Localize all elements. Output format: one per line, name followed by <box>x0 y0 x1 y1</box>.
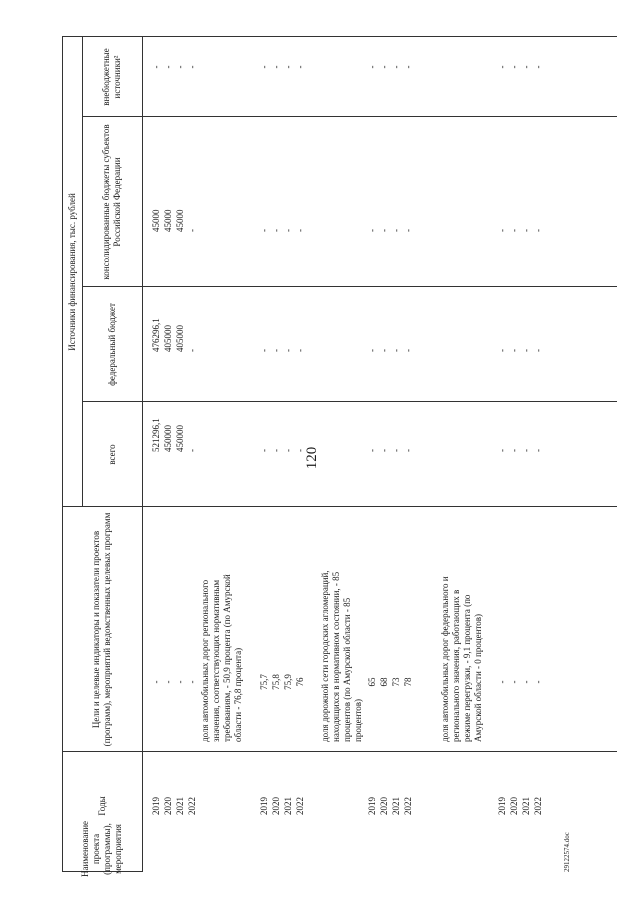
table-row <box>162 36 174 872</box>
extra-cell: - <box>283 65 293 69</box>
year-cell: 2021 <box>521 797 531 815</box>
total-cell: - <box>367 449 377 452</box>
total-cell: - <box>533 449 543 452</box>
total-cell: - <box>497 449 507 452</box>
target-cell: - <box>521 680 531 684</box>
indicator-road-compliance: доля автомобильных дорог регионального значения, соответствующих нормативным требованиям, - 50,9 процента (по Амурской области - 76,8 процента) <box>200 574 243 742</box>
header-years: Годы <box>96 796 107 816</box>
federal-cell: 476296,1 <box>151 318 161 352</box>
total-cell: - <box>259 449 269 452</box>
year-cell: 2020 <box>163 797 173 815</box>
total-cell: - <box>391 449 401 452</box>
extra-cell: - <box>391 65 401 69</box>
indicator-overload: доля автомобильных дорог федерального и регионального значения, работающих в режиме перегрузки, - 9,1 процента (по Амурской области - 0 процентов) <box>440 576 483 742</box>
year-cell: 2019 <box>497 797 507 815</box>
extra-cell: - <box>497 65 507 69</box>
total-cell: 450000 <box>175 425 185 452</box>
target-cell: 65 <box>367 677 377 687</box>
target-cell: 75,7 <box>259 674 269 690</box>
consolidated-cell: 45000 <box>151 209 161 232</box>
federal-cell: 405000 <box>175 325 185 352</box>
federal-cell: 405000 <box>163 325 173 352</box>
total-cell: - <box>521 449 531 452</box>
consolidated-cell: - <box>259 229 269 232</box>
total-cell: - <box>379 449 389 452</box>
consolidated-cell: - <box>509 229 519 232</box>
table-row <box>496 36 508 872</box>
extra-cell: - <box>151 65 161 69</box>
federal-cell: - <box>403 349 413 352</box>
table-row <box>520 36 532 872</box>
consolidated-cell: - <box>187 229 197 232</box>
federal-cell: - <box>533 349 543 352</box>
table-row <box>294 36 306 872</box>
table-row <box>258 36 270 872</box>
page-number: 120 <box>304 446 320 470</box>
header-extrabudget: внебюджетные источники² <box>101 48 122 106</box>
header-consolidated: консолидированные бюджеты субъектов Российской Федерации <box>101 124 122 280</box>
total-cell: - <box>509 449 519 452</box>
year-cell: 2020 <box>509 797 519 815</box>
extra-cell: - <box>175 65 185 69</box>
year-cell: 2022 <box>403 797 413 815</box>
year-cell: 2022 <box>295 797 305 815</box>
header-total: всего <box>106 444 117 465</box>
federal-cell: - <box>497 349 507 352</box>
table-row <box>150 36 162 872</box>
table-row <box>270 36 282 872</box>
target-cell: - <box>175 680 185 684</box>
table-row <box>378 36 390 872</box>
extra-cell: - <box>187 65 197 69</box>
target-cell: 75,8 <box>271 674 281 690</box>
year-cell: 2019 <box>259 797 269 815</box>
header-federal: федеральный бюджет <box>106 303 117 386</box>
year-cell: 2021 <box>283 797 293 815</box>
target-cell: - <box>509 680 519 684</box>
consolidated-cell: - <box>497 229 507 232</box>
table-row <box>402 36 414 872</box>
extra-cell: - <box>521 65 531 69</box>
target-cell: - <box>151 680 161 684</box>
consolidated-cell: - <box>271 229 281 232</box>
total-cell: - <box>295 449 305 452</box>
table-row <box>508 36 520 872</box>
document-code: 29122574.doc <box>563 832 571 872</box>
year-cell: 2020 <box>271 797 281 815</box>
header-project-name: Наименование проекта (программы), мероприятия <box>80 820 123 878</box>
year-cell: 2021 <box>175 797 185 815</box>
extra-cell: - <box>367 65 377 69</box>
federal-cell: - <box>283 349 293 352</box>
extra-cell: - <box>533 65 543 69</box>
table-row <box>366 36 378 872</box>
year-cell: 2021 <box>391 797 401 815</box>
consolidated-cell: - <box>283 229 293 232</box>
extra-cell: - <box>163 65 173 69</box>
consolidated-cell: 45000 <box>163 209 173 232</box>
consolidated-cell: - <box>379 229 389 232</box>
table-row <box>282 36 294 872</box>
federal-cell: - <box>521 349 531 352</box>
total-cell: - <box>187 449 197 452</box>
target-cell: - <box>163 680 173 684</box>
consolidated-cell: - <box>367 229 377 232</box>
year-cell: 2022 <box>533 797 543 815</box>
federal-cell: - <box>379 349 389 352</box>
total-cell: 521296,1 <box>151 418 161 452</box>
year-cell: 2019 <box>367 797 377 815</box>
header-goals: Цели и целевые индикаторы и показатели проектов (программ), мероприятий ведомственных целевых программ <box>91 512 112 747</box>
consolidated-cell: - <box>521 229 531 232</box>
target-cell: - <box>187 680 197 684</box>
total-cell: - <box>403 449 413 452</box>
extra-cell: - <box>271 65 281 69</box>
federal-cell: - <box>509 349 519 352</box>
federal-cell: - <box>391 349 401 352</box>
extra-cell: - <box>509 65 519 69</box>
table-row <box>532 36 544 872</box>
federal-cell: - <box>367 349 377 352</box>
target-cell: - <box>497 680 507 684</box>
table-row <box>174 36 186 872</box>
financing-table <box>62 36 617 878</box>
table-row <box>390 36 402 872</box>
table-row <box>186 36 198 872</box>
year-cell: 2019 <box>151 797 161 815</box>
consolidated-cell: - <box>295 229 305 232</box>
extra-cell: - <box>379 65 389 69</box>
target-cell: 75,9 <box>283 674 293 690</box>
indicator-urban-network: доля дорожной сети городских агломераций, находящихся в нормативном состоянии, - 85 процентов (по Амурской области - 85 процентов) <box>320 570 363 742</box>
extra-cell: - <box>403 65 413 69</box>
consolidated-cell: 45000 <box>175 209 185 232</box>
consolidated-cell: - <box>533 229 543 232</box>
extra-cell: - <box>295 65 305 69</box>
federal-cell: - <box>187 349 197 352</box>
total-cell: 450000 <box>163 425 173 452</box>
year-cell: 2022 <box>187 797 197 815</box>
extra-cell: - <box>259 65 269 69</box>
target-cell: - <box>533 680 543 684</box>
target-cell: 68 <box>379 677 389 687</box>
total-cell: - <box>283 449 293 452</box>
target-cell: 76 <box>295 677 305 687</box>
federal-cell: - <box>259 349 269 352</box>
consolidated-cell: - <box>403 229 413 232</box>
federal-cell: - <box>271 349 281 352</box>
consolidated-cell: - <box>391 229 401 232</box>
header-bottom-rule <box>142 36 143 872</box>
target-cell: 78 <box>403 677 413 687</box>
target-cell: 73 <box>391 677 401 687</box>
header-sources: Источники финансирования, тыс. рублей <box>66 193 77 351</box>
federal-cell: - <box>295 349 305 352</box>
year-cell: 2020 <box>379 797 389 815</box>
total-cell: - <box>271 449 281 452</box>
